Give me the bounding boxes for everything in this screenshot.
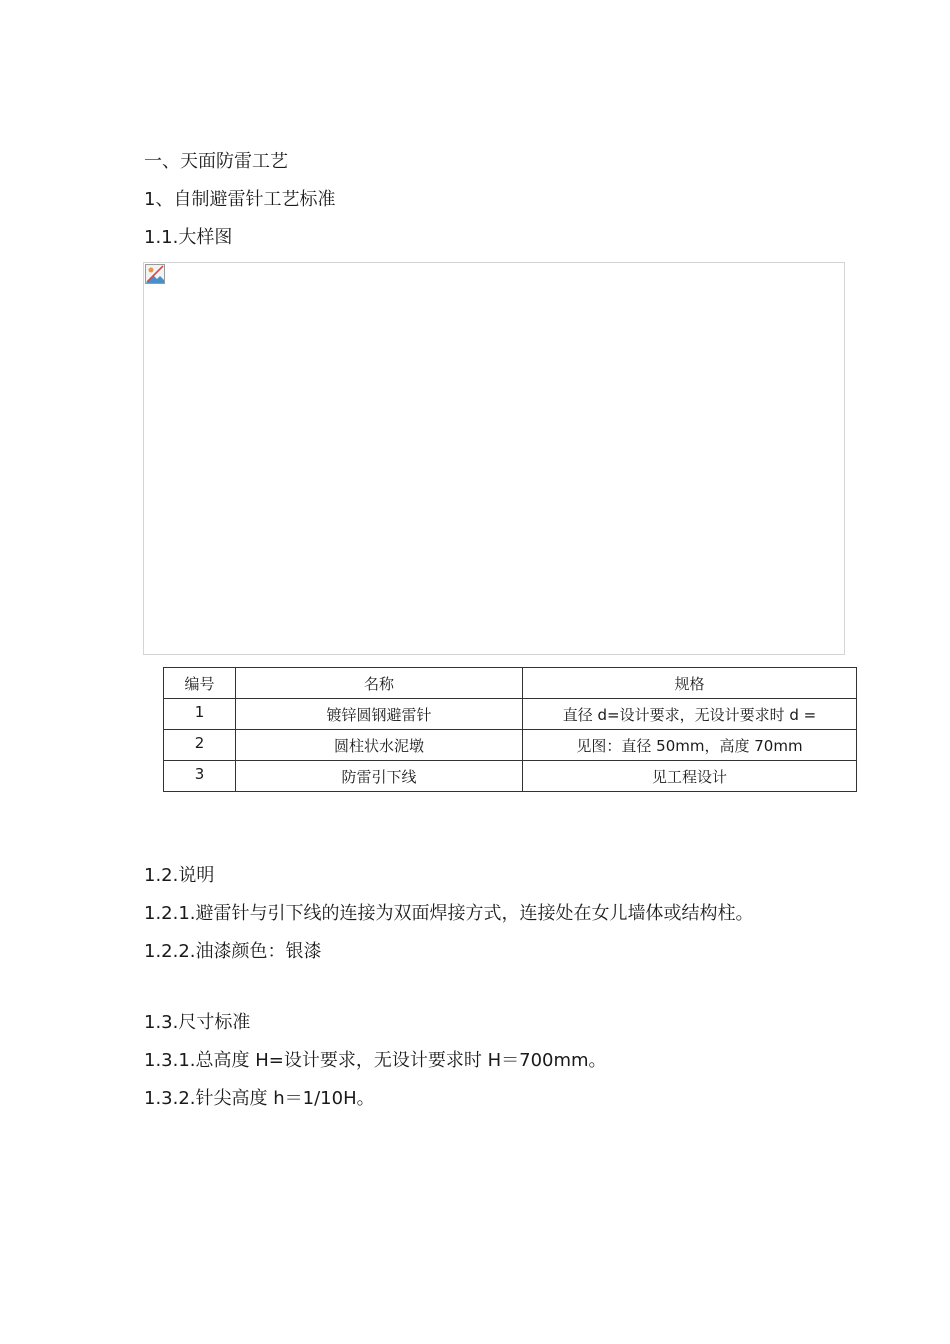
table-row [164, 761, 857, 792]
detail-drawing-image [143, 262, 845, 655]
header-spec: 规格 [523, 668, 857, 699]
cell-name: 镀锌圆钢避雷针 [236, 699, 523, 730]
header-number: 编号 [164, 668, 236, 699]
spec-table [163, 667, 857, 792]
table-row [164, 730, 857, 761]
header-name: 名称 [236, 668, 523, 699]
cell-spec: 见工程设计 [523, 761, 857, 792]
figure-heading: 1.1.大样图 [144, 227, 233, 248]
cell-name: 圆柱状水泥墩 [236, 730, 523, 761]
cell-number: 3 [164, 761, 236, 792]
broken-image-icon [145, 264, 165, 284]
note-item: 1.2.2.油漆颜色：银漆 [144, 941, 322, 962]
cell-number: 2 [164, 730, 236, 761]
cell-spec: 见图：直径 50mm，高度 70mm [523, 730, 857, 761]
dimensions-heading: 1.3.尺寸标准 [144, 1012, 251, 1033]
section-heading: 一、天面防雷工艺 [144, 151, 288, 172]
dimension-item: 1.3.2.针尖高度 h＝1/10H。 [144, 1088, 375, 1109]
dimension-item: 1.3.1.总高度 H=设计要求，无设计要求时 H＝700mm。 [144, 1050, 607, 1071]
note-item: 1.2.1.避雷针与引下线的连接为双面焊接方式，连接处在女儿墙体或结构柱。 [144, 903, 754, 924]
notes-heading: 1.2.说明 [144, 865, 215, 886]
cell-spec: 直径 d=设计要求，无设计要求时 d = [523, 699, 857, 730]
table-row [164, 699, 857, 730]
subsection-heading: 1、自制避雷针工艺标准 [144, 189, 336, 210]
cell-number: 1 [164, 699, 236, 730]
cell-name: 防雷引下线 [236, 761, 523, 792]
table-header-row [164, 668, 857, 699]
